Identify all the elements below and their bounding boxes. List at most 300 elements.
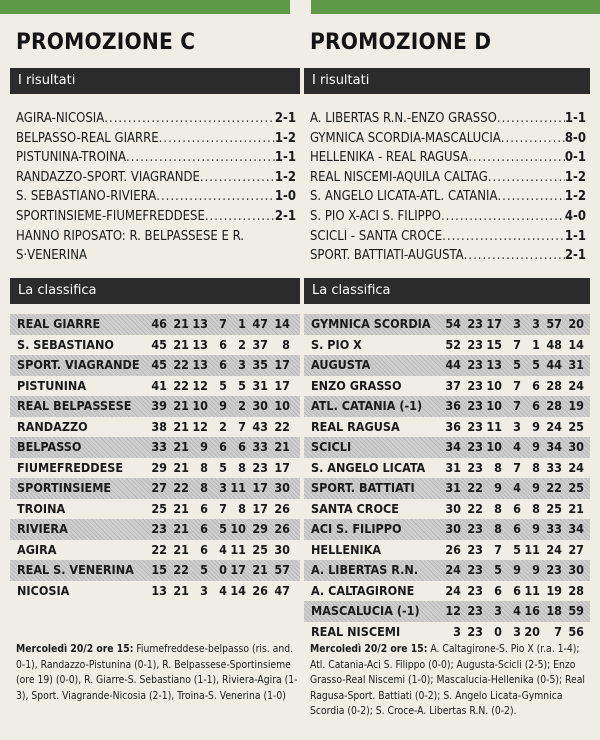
stat-gs: 31	[568, 357, 584, 372]
next-round-note	[16, 642, 298, 704]
team-name: REAL GIARRE	[17, 316, 101, 331]
stat-pts: 54	[445, 316, 461, 331]
stat-g: 21	[173, 398, 189, 413]
stat-g: 23	[467, 623, 483, 639]
stat-g: 23	[467, 459, 483, 475]
stat-pts: 15	[151, 562, 167, 577]
result-match: S. PIO X-ACI S. FILIPPO	[310, 208, 441, 224]
standings-row	[304, 519, 590, 540]
stat-gs: 26	[274, 500, 290, 516]
stat-g: 23	[467, 357, 483, 372]
result-line	[16, 129, 296, 149]
standings-row	[304, 622, 590, 643]
stat-gf: 29	[252, 521, 268, 536]
stat-v: 8	[494, 521, 502, 536]
stat-gf: 44	[546, 357, 562, 372]
team-name: SPORTINSIEME	[17, 480, 112, 495]
stat-v: 6	[200, 541, 208, 557]
team-name: AUGUSTA	[311, 357, 371, 372]
stat-pts: 36	[445, 418, 461, 434]
stat-g: 21	[173, 439, 189, 454]
team-name: FIUMEFREDDESE	[17, 459, 124, 475]
team-name: S. SEBASTIANO	[17, 336, 114, 352]
stat-pts: 24	[445, 562, 461, 577]
leader-dots	[126, 148, 275, 168]
team-name: SPORT. VIAGRANDE	[17, 357, 140, 372]
stat-gf: 17	[252, 500, 268, 516]
stat-gf: 28	[546, 398, 562, 413]
team-name: REAL RAGUSA	[311, 418, 400, 434]
stat-v: 7	[494, 541, 502, 557]
stat-p: 17	[230, 562, 246, 577]
standings-header: La classifica	[304, 278, 590, 304]
stat-g: 23	[467, 398, 483, 413]
stat-pts: 52	[445, 336, 461, 352]
leader-dots	[156, 187, 275, 207]
team-name: MASCALUCIA (-1)	[311, 603, 420, 618]
leader-dots	[488, 168, 565, 188]
stat-g: 21	[173, 500, 189, 516]
promozione-d-column	[304, 0, 590, 740]
next-round-label: Mercoledì 20/2 ore 15:	[310, 643, 428, 655]
stat-gf: 57	[546, 316, 562, 331]
result-score: 1-1	[564, 111, 586, 126]
stat-p: 6	[532, 398, 540, 413]
stat-v: 9	[494, 480, 502, 495]
results-list	[310, 109, 586, 266]
team-name: RANDAZZO	[17, 418, 88, 434]
stat-gs: 21	[568, 500, 584, 516]
team-name: SANTA CROCE	[311, 500, 399, 516]
stat-n: 0	[219, 562, 227, 577]
stat-g: 22	[173, 562, 189, 577]
stat-pts: 26	[445, 541, 461, 557]
result-match: S. ANGELO LICATA-ATL. CATANIA	[310, 189, 498, 205]
stat-g: 22	[467, 480, 483, 495]
result-line	[16, 207, 296, 227]
stat-v: 5	[200, 562, 208, 577]
stat-p: 6	[238, 439, 246, 454]
stat-gf: 35	[252, 357, 268, 372]
stat-p: 6	[532, 377, 540, 393]
stat-g: 23	[467, 521, 483, 536]
stat-gs: 14	[274, 316, 290, 331]
stat-v: 3	[200, 582, 208, 598]
stat-pts: 31	[445, 459, 461, 475]
result-match: RANDAZZO-SPORT. VIAGRANDE	[16, 169, 200, 185]
leader-dots	[464, 246, 565, 266]
stat-v: 9	[200, 439, 208, 454]
stat-v: 5	[494, 562, 502, 577]
stat-gf: 28	[546, 377, 562, 393]
team-name: SPORT. BATTIATI	[311, 480, 415, 495]
stat-gf: 18	[546, 603, 562, 618]
standings-row	[304, 417, 590, 438]
stat-gs: 34	[568, 521, 584, 536]
stat-g: 23	[467, 582, 483, 598]
result-match: BELPASSO-REAL GIARRE	[16, 130, 159, 146]
stat-n: 7	[513, 377, 521, 393]
stat-p: 9	[532, 480, 540, 495]
next-round-label: Mercoledì 20/2 ore 15:	[16, 643, 134, 655]
stat-p: 20	[524, 623, 540, 639]
stat-g: 21	[173, 418, 189, 434]
leader-dots	[104, 109, 275, 129]
stat-n: 4	[513, 480, 521, 495]
standings-row	[304, 437, 590, 458]
stat-p: 11	[524, 582, 540, 598]
stat-p: 8	[532, 459, 540, 475]
stat-p: 8	[238, 500, 246, 516]
stat-gs: 17	[274, 459, 290, 475]
stat-gf: 31	[252, 377, 268, 393]
standings-row	[10, 478, 300, 499]
standings-table	[304, 314, 590, 642]
stat-gs: 30	[274, 541, 290, 557]
stat-pts: 38	[151, 418, 167, 434]
standings-row	[10, 376, 300, 397]
standings-row	[10, 417, 300, 438]
stat-n: 9	[513, 562, 521, 577]
stat-pts: 36	[445, 398, 461, 413]
stat-g: 21	[173, 521, 189, 536]
result-line	[310, 227, 586, 247]
standings-row	[304, 560, 590, 581]
stat-p: 3	[238, 357, 246, 372]
team-name: RIVIERA	[17, 521, 68, 536]
team-name: A. CALTAGIRONE	[311, 582, 415, 598]
stat-gs: 20	[568, 316, 584, 331]
team-name: HELLENIKA	[311, 541, 382, 557]
stat-pts: 30	[445, 500, 461, 516]
stat-n: 6	[513, 500, 521, 516]
promozione-c-column	[10, 0, 300, 740]
stat-gf: 34	[546, 439, 562, 454]
stat-gs: 21	[274, 439, 290, 454]
stat-p: 7	[238, 418, 246, 434]
stat-pts: 37	[445, 377, 461, 393]
stat-pts: 29	[151, 459, 167, 475]
stat-pts: 3	[453, 623, 461, 639]
stat-g: 22	[173, 377, 189, 393]
stat-v: 10	[486, 377, 502, 393]
stat-pts: 45	[151, 336, 167, 352]
stat-gs: 28	[568, 582, 584, 598]
stat-v: 13	[192, 357, 208, 372]
stat-pts: 13	[151, 582, 167, 598]
stat-gf: 26	[252, 582, 268, 598]
stat-g: 21	[173, 336, 189, 352]
stat-gs: 17	[274, 377, 290, 393]
standings-row	[304, 581, 590, 602]
stat-pts: 33	[151, 439, 167, 454]
stat-v: 13	[192, 316, 208, 331]
standings-row	[304, 499, 590, 520]
stat-gs: 17	[274, 357, 290, 372]
standings-row	[304, 540, 590, 561]
result-line	[16, 109, 296, 129]
result-score: 0-1	[564, 150, 586, 166]
standings-row	[10, 437, 300, 458]
standings-row	[304, 355, 590, 376]
team-name: S. ANGELO LICATA	[311, 459, 426, 475]
leader-dots	[441, 207, 565, 227]
standings-row	[304, 335, 590, 356]
stat-p: 2	[238, 336, 246, 352]
stat-p: 5	[238, 377, 246, 393]
stat-pts: 22	[151, 541, 167, 557]
team-name: ENZO GRASSO	[311, 377, 402, 393]
stat-gs: 30	[568, 562, 584, 577]
stat-n: 7	[513, 398, 521, 413]
result-line	[310, 168, 586, 188]
stat-v: 6	[200, 500, 208, 516]
standings-row	[304, 478, 590, 499]
standings-row	[10, 540, 300, 561]
stat-pts: 46	[151, 316, 167, 331]
result-line	[310, 246, 586, 266]
stat-gs: 24	[568, 377, 584, 393]
leader-dots	[497, 109, 565, 129]
stat-n: 5	[513, 357, 521, 372]
stat-gf: 21	[252, 562, 268, 577]
stat-pts: 12	[445, 603, 461, 618]
stat-p: 1	[238, 316, 246, 331]
stat-gf: 33	[546, 521, 562, 536]
result-score: 2-1	[274, 111, 296, 126]
result-score: 1-2	[564, 189, 586, 205]
stat-pts: 44	[445, 357, 461, 372]
stat-p: 8	[532, 500, 540, 516]
stat-p: 9	[532, 521, 540, 536]
stat-gs: 24	[568, 459, 584, 475]
stat-p: 9	[532, 439, 540, 454]
stat-gs: 25	[568, 418, 584, 434]
stat-g: 23	[467, 418, 483, 434]
stat-gs: 22	[274, 418, 290, 434]
standings-row	[10, 335, 300, 356]
result-line	[16, 148, 296, 168]
result-match: REAL NISCEMI-AQUILA CALTAG	[310, 169, 488, 185]
stat-n: 6	[513, 521, 521, 536]
result-line	[16, 168, 296, 188]
team-name: ACI S. FILIPPO	[311, 521, 402, 536]
result-match: GYMNICA SCORDIA-MASCALUCIA	[310, 130, 501, 146]
stat-p: 5	[532, 357, 540, 372]
stat-v: 12	[192, 377, 208, 393]
stat-gs: 19	[568, 398, 584, 413]
team-name: S. PIO X	[311, 336, 362, 352]
stat-g: 23	[467, 439, 483, 454]
stat-gf: 24	[546, 541, 562, 557]
standings-row	[10, 499, 300, 520]
result-score: 1-1	[564, 228, 586, 244]
result-line	[310, 148, 586, 168]
stat-gs: 47	[274, 582, 290, 598]
stat-gs: 56	[568, 623, 584, 639]
stat-gs: 26	[274, 521, 290, 536]
stat-v: 3	[494, 603, 502, 618]
stat-pts: 24	[445, 582, 461, 598]
stat-g: 22	[467, 500, 483, 516]
stat-v: 13	[486, 357, 502, 372]
stat-gs: 30	[274, 480, 290, 495]
result-score: 8-0	[564, 130, 586, 146]
standings-row	[10, 314, 300, 335]
stat-gf: 22	[546, 480, 562, 495]
result-score: 1-2	[274, 130, 296, 146]
result-match: A. LIBERTAS R.N.-ENZO GRASSO	[310, 111, 497, 126]
stat-pts: 23	[151, 521, 167, 536]
stat-p: 16	[524, 603, 540, 618]
stat-n: 5	[219, 377, 227, 393]
stat-p: 1	[532, 336, 540, 352]
stat-gf: 23	[252, 459, 268, 475]
stat-gf: 7	[554, 623, 562, 639]
stat-n: 4	[513, 603, 521, 618]
team-name: PISTUNINA	[17, 377, 87, 393]
stat-g: 22	[173, 357, 189, 372]
rest-note: HANNO RIPOSATO: R. BELPASSESE E R. S·VENERINA	[16, 228, 244, 264]
stat-v: 8	[494, 459, 502, 475]
leader-dots	[200, 168, 275, 188]
standings-row	[304, 396, 590, 417]
stat-v: 8	[200, 459, 208, 475]
result-match: SCICLI - SANTA CROCE	[310, 228, 443, 244]
stat-gf: 33	[546, 459, 562, 475]
section-title: PROMOZIONE C	[16, 30, 196, 55]
standings-header: La classifica	[10, 278, 300, 304]
team-name: NICOSIA	[17, 582, 70, 598]
standings-row	[10, 355, 300, 376]
standings-row	[10, 396, 300, 417]
stat-gs: 25	[568, 480, 584, 495]
stat-g: 23	[467, 336, 483, 352]
stat-v: 11	[486, 418, 502, 434]
stat-p: 3	[532, 316, 540, 331]
results-header: I risultati	[304, 68, 590, 94]
stat-gs: 8	[282, 336, 290, 352]
leader-dots	[205, 207, 275, 227]
stat-gf: 19	[546, 582, 562, 598]
stat-pts: 25	[151, 500, 167, 516]
standings-row	[304, 458, 590, 479]
stat-g: 21	[173, 541, 189, 557]
leader-dots	[442, 227, 565, 247]
stat-pts: 27	[151, 480, 167, 495]
result-match: HELLENIKA - REAL RAGUSA	[310, 150, 469, 166]
standings-row	[10, 581, 300, 602]
team-name: ATL. CATANIA (-1)	[311, 398, 423, 413]
stat-gf: 30	[252, 398, 268, 413]
stat-pts: 45	[151, 357, 167, 372]
stat-g: 22	[173, 480, 189, 495]
result-score: 2-1	[274, 208, 296, 224]
stat-n: 2	[219, 418, 227, 434]
stat-pts: 41	[151, 377, 167, 393]
standings-row	[10, 560, 300, 581]
stat-gf: 33	[252, 439, 268, 454]
team-name: REAL BELPASSESE	[17, 398, 132, 413]
stat-g: 23	[467, 562, 483, 577]
stat-gf: 17	[252, 480, 268, 495]
stat-n: 5	[219, 459, 227, 475]
stat-gs: 27	[568, 541, 584, 557]
stat-v: 10	[486, 439, 502, 454]
stat-pts: 39	[151, 398, 167, 413]
result-score: 1-1	[274, 150, 296, 166]
team-name: SCICLI	[311, 439, 352, 454]
stat-n: 3	[513, 623, 521, 639]
next-round-fixtures: A. Caltagirone-S. Pio X (r.a. 1-4); Atl. Catania-Aci S. Filippo (0-0); Augusta-Scicli (2-5); Enzo Grasso-Real Niscemi (1-0); Mascalucia-Hellenika (0-5); Real Ragusa-Sport. Battiati (0-2); S. Angelo Licata-Gymnica Scordia (0-2); S. Croce-A. Libertas R.N. (0-2).	[310, 643, 585, 717]
stat-n: 7	[513, 336, 521, 352]
result-match: PISTUNINA-TROINA	[16, 150, 126, 166]
stat-n: 6	[219, 336, 227, 352]
stat-p: 11	[524, 541, 540, 557]
result-match: SPORT. BATTIATI-AUGUSTA	[310, 248, 464, 264]
results-header: I risultati	[10, 68, 300, 94]
stat-n: 7	[513, 459, 521, 475]
results-list	[16, 109, 296, 266]
team-name: BELPASSO	[17, 439, 82, 454]
stat-p: 2	[238, 398, 246, 413]
team-name: REAL S. VENERINA	[17, 562, 134, 577]
stat-g: 23	[467, 541, 483, 557]
leader-dots	[468, 148, 565, 168]
stat-gf: 37	[252, 336, 268, 352]
stat-p: 9	[532, 562, 540, 577]
stat-v: 8	[494, 500, 502, 516]
stat-v: 17	[486, 316, 502, 331]
leader-dots	[501, 129, 565, 149]
team-name: GYMNICA SCORDIA	[311, 316, 431, 331]
stat-v: 13	[192, 336, 208, 352]
stat-g: 21	[173, 459, 189, 475]
stat-gf: 48	[546, 336, 562, 352]
standings-row	[304, 376, 590, 397]
stat-n: 3	[513, 316, 521, 331]
stat-gf: 25	[546, 500, 562, 516]
team-name: A. LIBERTAS R.N.	[311, 562, 419, 577]
stat-g: 23	[467, 603, 483, 618]
stat-v: 6	[494, 582, 502, 598]
stat-gf: 25	[252, 541, 268, 557]
next-round-fixtures: Fiumefreddese-belpasso (ris. and. 0-1), Randazzo-Pistunina (0-1), R. Belpassese-Sportinsieme (ore 19) (0-0), R. Giarre-S. Sebastiano (1-1), Riviera-Agira (1-3), Sport. Viagrande-Nicosia (2-1), Troina-S. Venerina (1-0)	[16, 643, 298, 702]
stat-n: 6	[219, 357, 227, 372]
stat-gs: 10	[274, 398, 290, 413]
leader-dots	[497, 187, 564, 207]
result-score: 2-1	[564, 248, 586, 264]
stat-g: 23	[467, 377, 483, 393]
stat-n: 7	[219, 500, 227, 516]
stat-gf: 43	[252, 418, 268, 434]
result-line	[310, 187, 586, 207]
result-score: 4-0	[564, 208, 586, 224]
stat-n: 3	[219, 480, 227, 495]
stat-gf: 24	[546, 418, 562, 434]
stat-n: 4	[219, 541, 227, 557]
stat-g: 21	[173, 582, 189, 598]
stat-n: 5	[219, 521, 227, 536]
result-score: 1-0	[274, 189, 296, 205]
stat-p: 8	[238, 459, 246, 475]
stat-n: 5	[513, 541, 521, 557]
result-match: S. SEBASTIANO-RIVIERA	[16, 189, 157, 205]
standings-row	[304, 601, 590, 622]
stat-pts: 30	[445, 521, 461, 536]
leader-dots	[159, 129, 275, 149]
stat-v: 6	[200, 521, 208, 536]
